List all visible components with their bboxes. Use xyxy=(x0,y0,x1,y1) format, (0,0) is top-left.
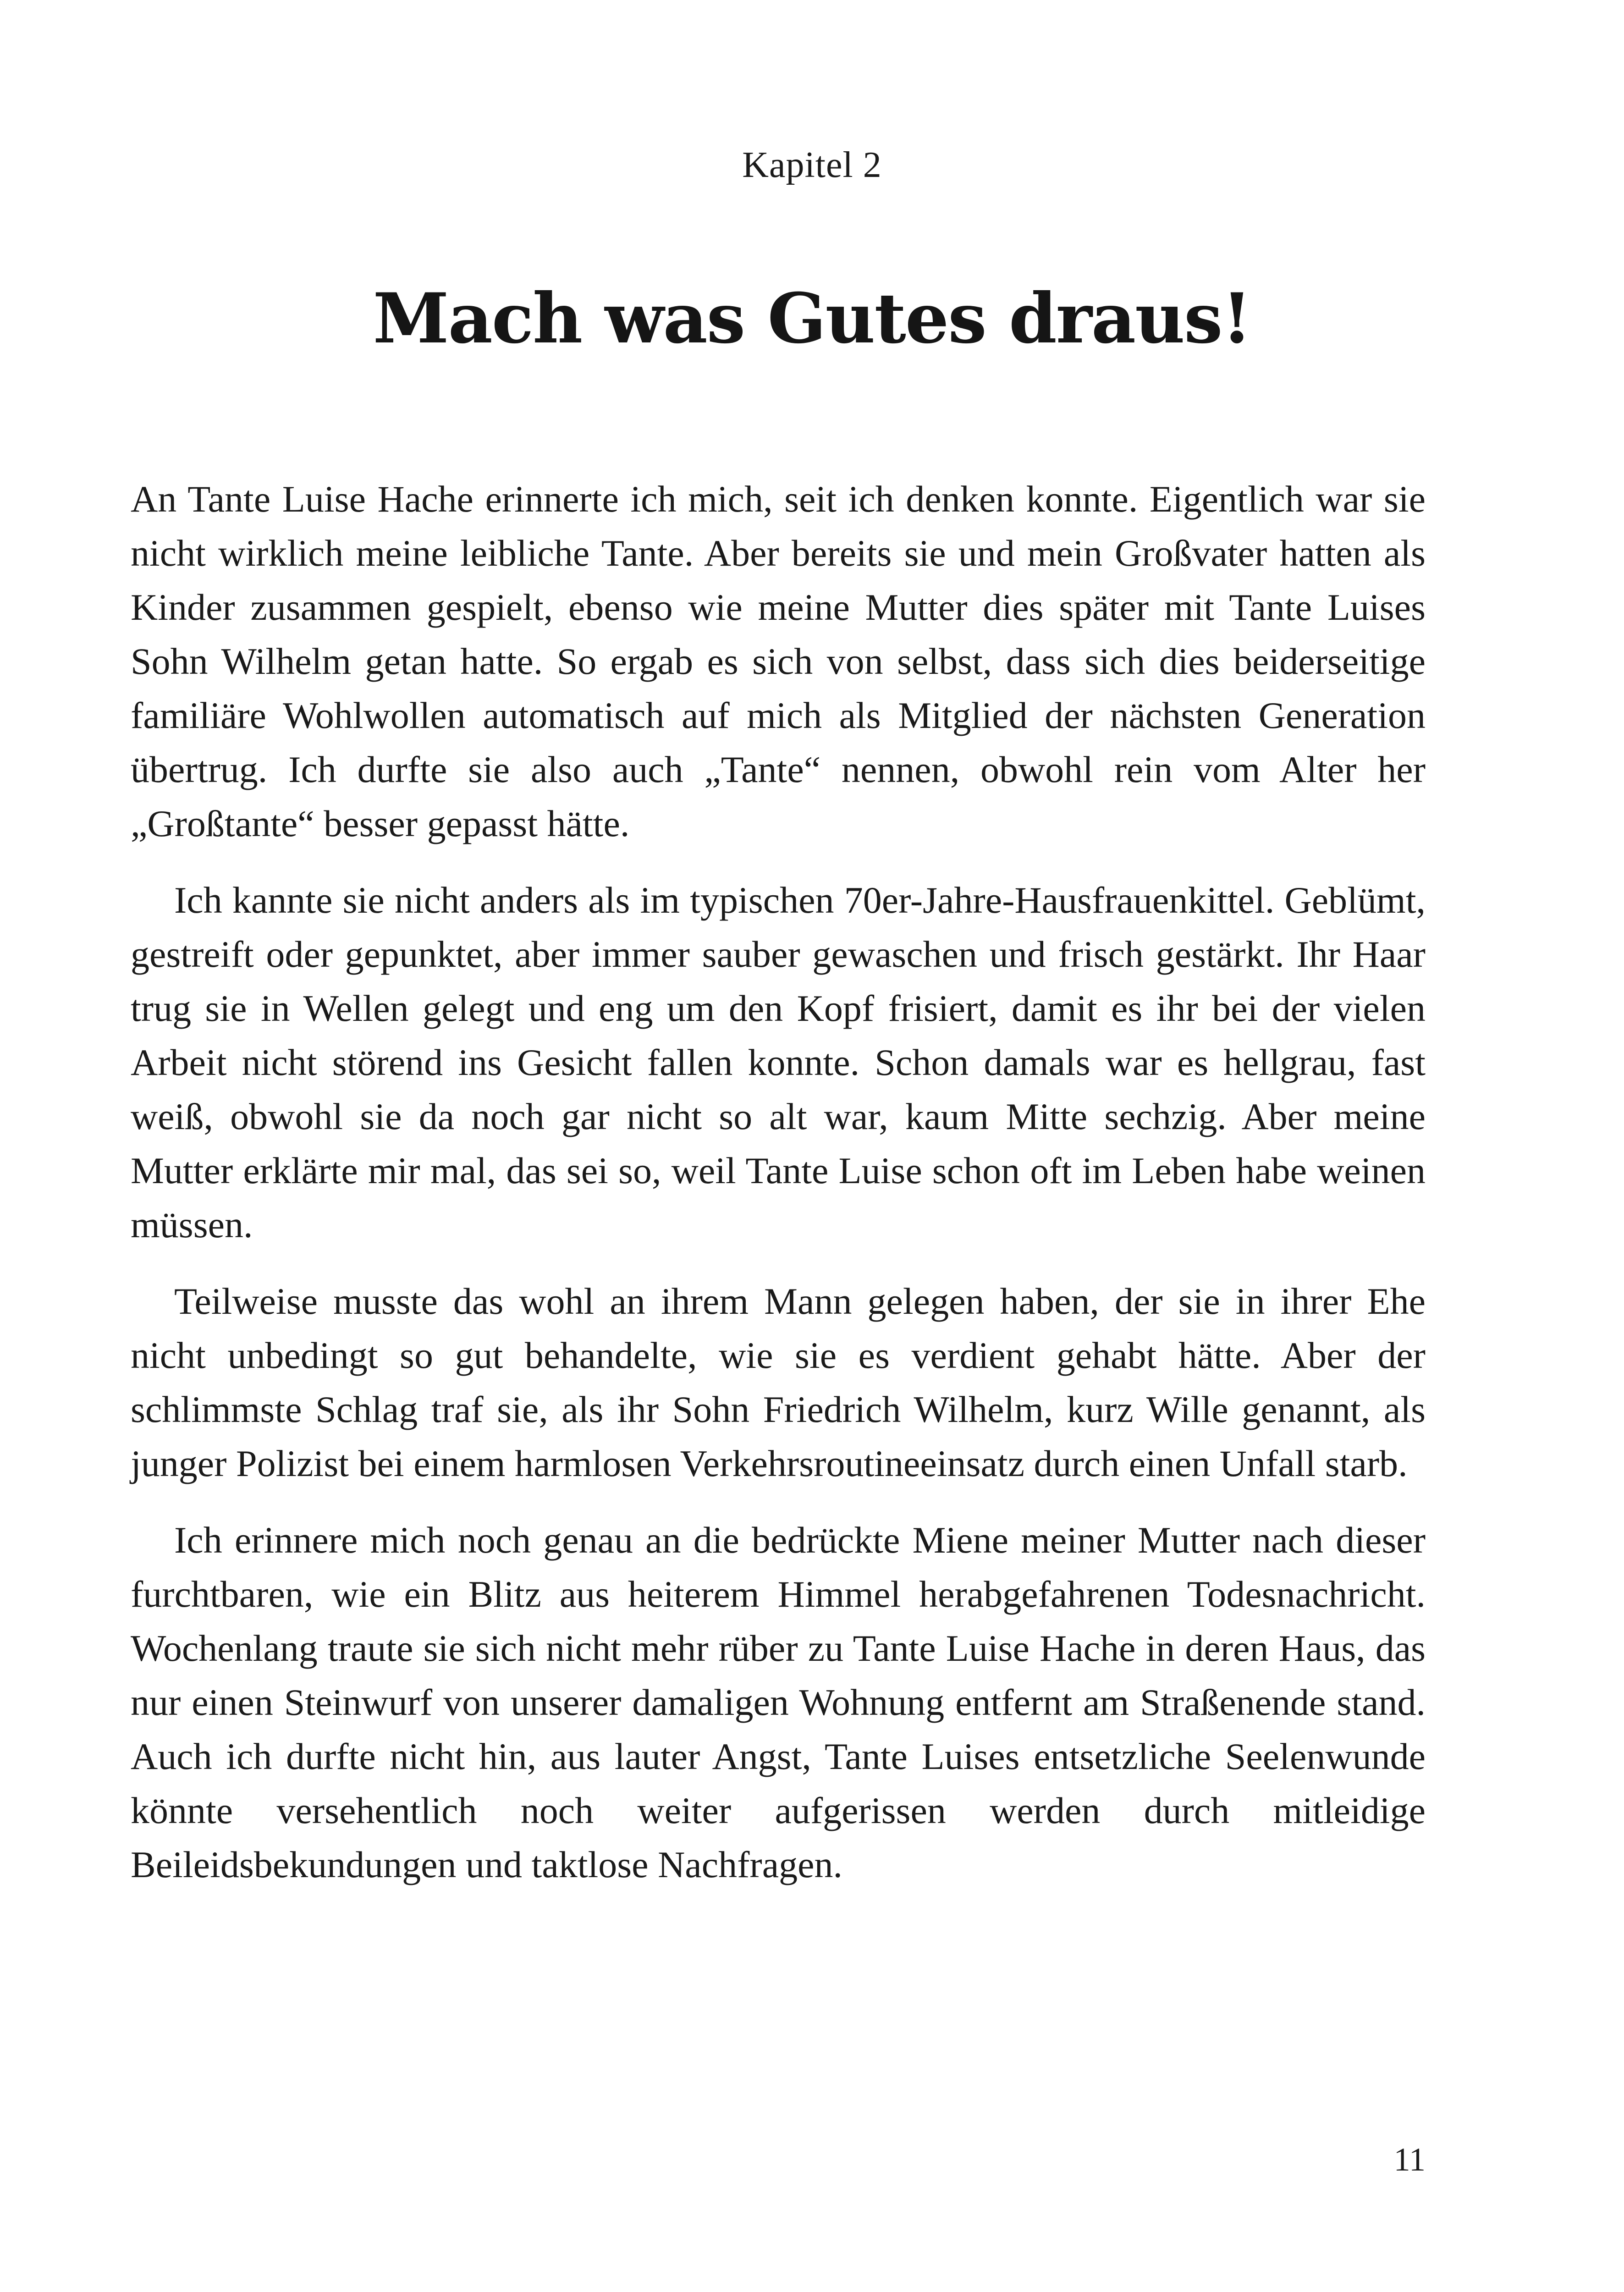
chapter-label: Kapitel 2 xyxy=(742,145,882,185)
paragraph-1: An Tante Luise Hache erinnerte ich mich, seit ich denken konnte. Eigentlich war sie nicht wirklich meine leibliche Tante. Aber bereits sie und mein Großvater hatten als Kinder zusammen gespielt, ebenso wie meine Mutter dies später mit Tante Luises Sohn Wilhelm getan hatte. So ergab es sich von selbst, dass sich dies beiderseitige familiäre Wohlwollen automatisch auf mich als Mitglied der nächsten Generation übertrug. Ich durfte sie also auch „Tante“ nennen, obwohl rein vom Alter her „Großtante“ besser gepasst hätte. xyxy=(131,478,1426,844)
page-number: 11 xyxy=(1393,2141,1426,2178)
paragraph-3: Teilweise musste das wohl an ihrem Mann gelegen haben, der sie in ihrer Ehe nicht unbedingt so gut behandelte, wie sie es verdient gehabt hätte. Aber der schlimmste Schlag traf sie, als ihr Sohn Friedrich Wilhelm, kurz Wille genannt, als junger Polizist bei einem harmlosen Verkehrsroutineeinsatz durch einen Unfall starb. xyxy=(131,1280,1426,1484)
body-text xyxy=(131,472,1426,1892)
chapter-title: Mach was Gutes draus! xyxy=(373,278,1251,359)
paragraph-4: Ich erinnere mich noch genau an die bedrückte Miene meiner Mutter nach dieser furchtbaren, wie ein Blitz aus heiterem Himmel herabgefahrenen Todesnachricht. Wochenlang traute sie sich nicht mehr rüber zu Tante Luise Hache in deren Haus, das nur einen Steinwurf von unserer damaligen Wohnung entfernt am Straßenende stand. Auch ich durfte nicht hin, aus lauter Angst, Tante Luises entsetzliche Seelenwunde könnte versehentlich noch weiter aufgerissen werden durch mitleidige Beileidsbekundungen und taktlose Nachfragen. xyxy=(131,1519,1426,1885)
paragraph-2: Ich kannte sie nicht anders als im typischen 70er-Jahre-Hausfrauenkittel. Geblümt, gestreift oder gepunktet, aber immer sauber gewaschen und frisch gestärkt. Ihr Haar trug sie in Wellen gelegt und eng um den Kopf frisiert, damit es ihr bei der vielen Arbeit nicht störend ins Gesicht fallen konnte. Schon damals war es hellgrau, fast weiß, obwohl sie da noch gar nicht so alt war, kaum Mitte sechzig. Aber meine Mutter erklärte mir mal, das sei so, weil Tante Luise schon oft im Leben habe weinen müssen. xyxy=(131,879,1426,1245)
